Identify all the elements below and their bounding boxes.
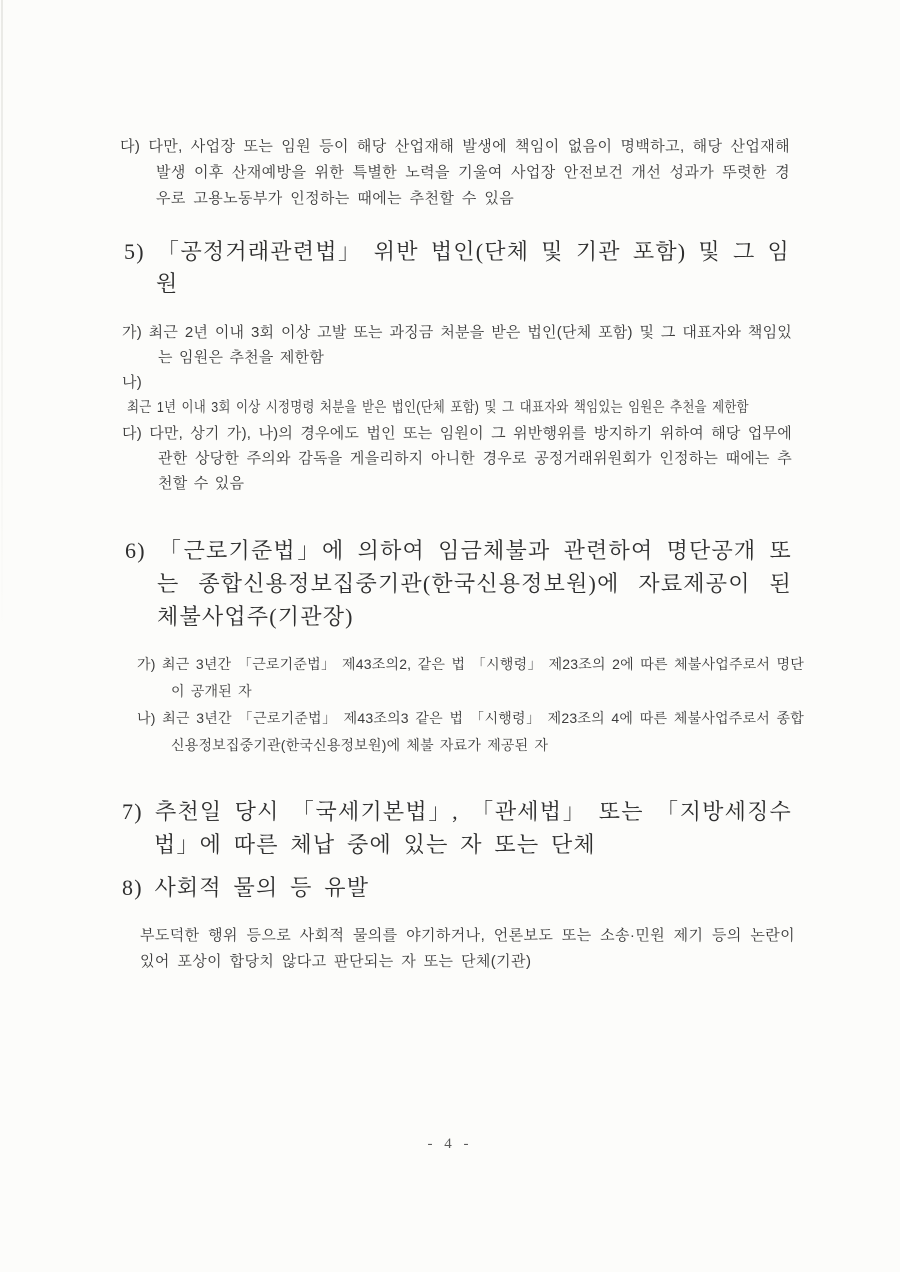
- list-item-marker: 가): [122, 324, 142, 341]
- section5-items: [122, 320, 792, 496]
- scan-edge-artifact: [1, 0, 3, 640]
- section6-heading: [125, 534, 792, 633]
- list-item-marker: 나): [122, 374, 142, 391]
- section7-heading: [122, 795, 792, 861]
- list-item-marker: 나): [137, 710, 156, 726]
- intro-item-text: 다만, 사업장 또는 임원 등이 해당 산업재해 발생에 책임이 없음이 명백하고, 해당 산업재해 발생 이후 산재예방을 위한 특별한 노력을 기울여 사업장 안전보건 개선 성과가 뚜렷한 경우로 고용노동부가 인정하는 때에는 추천할 수 있음: [148, 138, 790, 207]
- list-item: [122, 370, 792, 421]
- list-item-text: 다만, 상기 가), 나)의 경우에도 법인 또는 임원이 그 위반행위를 방지하기 위하여 해당 업무에 관한 상당한 주의와 감독을 게을리하지 아니한 경우로 공정거래위원회가 인정하는 때에는 추천할 수 있음: [149, 425, 792, 492]
- list-item-text: 최근 3년간 「근로기준법」 제43조의2, 같은 법 「시행령」 제23조의 2에 따른 체불사업주로서 명단이 공개된 자: [162, 656, 804, 699]
- section7-title: 추천일 당시 「국세기본법」, 「관세법」 또는 「지방세징수법」에 따른 체납 중에 있는 자 또는 단체: [154, 799, 792, 857]
- list-item-marker: 가): [137, 656, 156, 672]
- list-item: [137, 651, 804, 705]
- list-item: [122, 320, 792, 370]
- section8-number: 8): [122, 875, 143, 900]
- intro-item-da: [120, 134, 790, 212]
- list-item-text: 최근 1년 이내 3회 이상 시정명령 처분을 받은 법인(단체 포함) 및 그 대표자와 책임있는 임원은 추천을 제한함: [127, 400, 749, 416]
- section8-body: 부도덕한 행위 등으로 사회적 물의를 야기하거나, 언론보도 또는 소송·민원 제기 등의 논란이 있어 포상이 합당치 않다고 판단되는 자 또는 단체(기관): [140, 927, 795, 970]
- list-item-text: 최근 2년 이내 3회 이상 고발 또는 과징금 처분을 받은 법인(단체 포함) 및 그 대표자와 책임있는 임원은 추천을 제한함: [148, 324, 792, 366]
- section7-number: 7): [122, 799, 143, 824]
- list-item: [137, 705, 804, 759]
- section5-heading: [124, 236, 790, 300]
- list-item-text: 최근 3년간 「근로기준법」 제43조의3 같은 법 「시행령」 제23조의 4에 따른 체불사업주로서 종합신용정보집중기관(한국신용정보원)에 체불 자료가 제공된 자: [162, 710, 804, 753]
- section6-title: 「근로기준법」에 의하여 임금체불과 관련하여 명단공개 또는 종합신용정보집중기관(한국신용정보원)에 자료제공이 된 체불사업주(기관장): [157, 538, 792, 629]
- list-item: [122, 421, 792, 496]
- section8-title: 사회적 물의 등 유발: [154, 875, 370, 900]
- section6-number: 6): [125, 538, 146, 563]
- section5-number: 5): [124, 239, 145, 264]
- page-number: - 4 -: [427, 1136, 473, 1152]
- section8-heading: [122, 873, 792, 903]
- section5-title: 「공정거래관련법」 위반 법인(단체 및 기관 포함) 및 그 임원: [156, 239, 791, 296]
- list-item-marker: 다): [122, 425, 142, 442]
- section6-items: [137, 651, 804, 759]
- intro-item-marker: 다): [120, 138, 141, 155]
